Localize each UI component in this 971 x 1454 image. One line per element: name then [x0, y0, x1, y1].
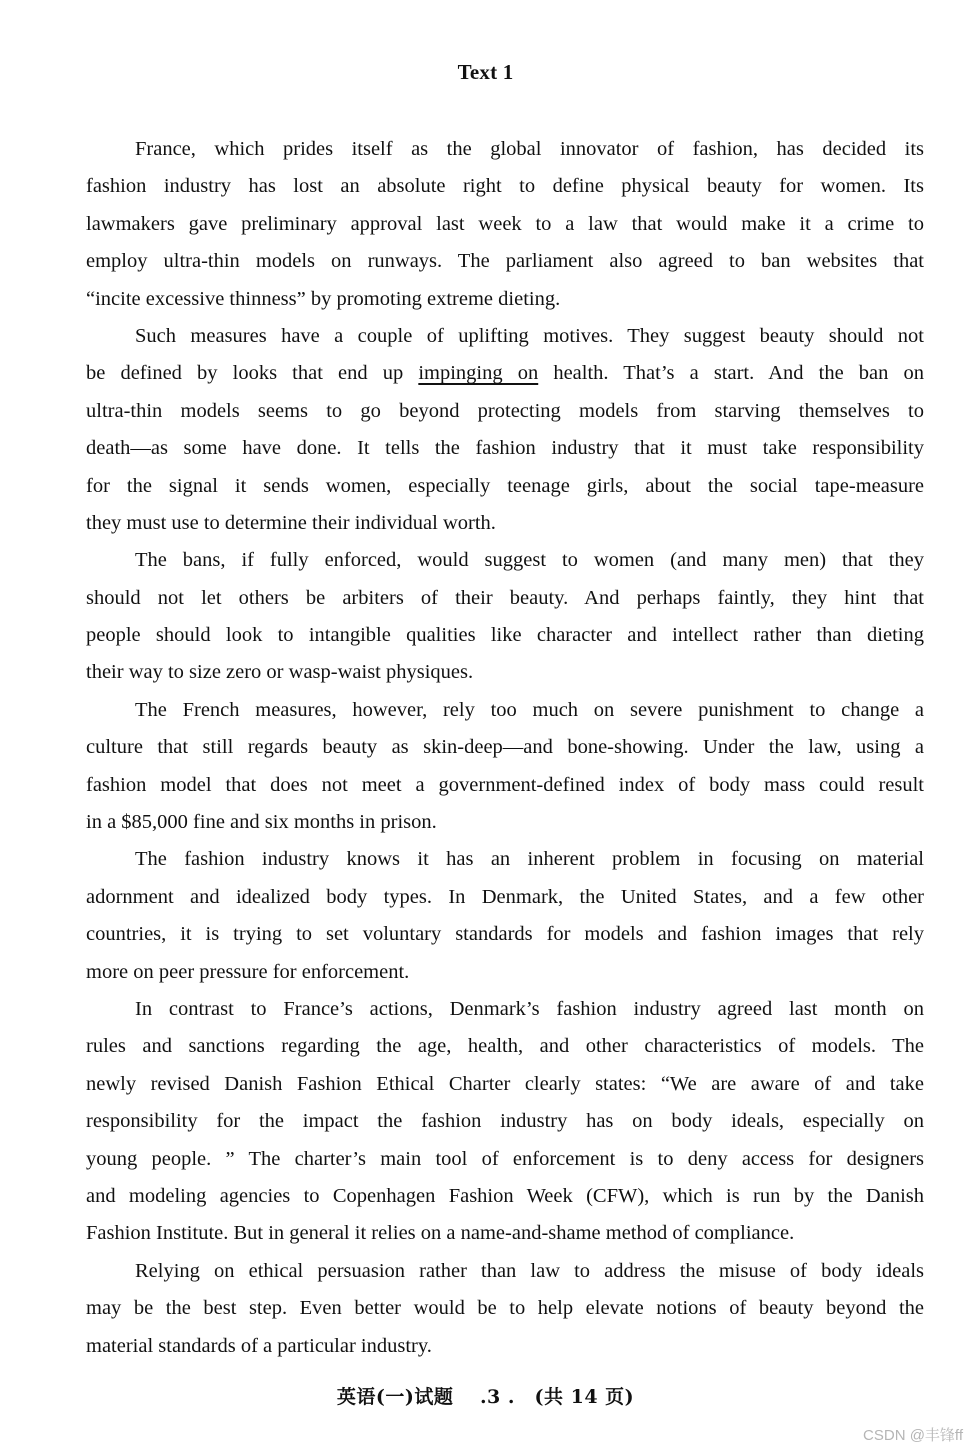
paragraph — [86, 991, 924, 1253]
text-line — [86, 430, 924, 467]
line-text: employ ultra-thin models on runways. The parliament also agreed to ban websites that — [86, 250, 924, 273]
text-line — [86, 355, 924, 392]
text-line — [86, 1066, 924, 1103]
text-line — [86, 131, 924, 168]
line-text: The bans, if fully enforced, would suggest to women (and many men) that they — [135, 549, 924, 572]
text-line — [86, 1253, 924, 1290]
text-line — [86, 841, 924, 878]
line-text: culture that still regards beauty as skin-deep—and bone-showing. Under the law, using a — [86, 736, 924, 759]
line-text: responsibility for the impact the fashion industry has on body ideals, especially on — [86, 1110, 924, 1133]
text-line — [86, 1178, 924, 1215]
line-text: may be the best step. Even better would be to help elevate notions of beauty beyond the — [86, 1297, 924, 1320]
paragraph — [86, 131, 924, 318]
text-line — [86, 580, 924, 617]
line-text: they must use to determine their individual worth. — [86, 511, 496, 534]
line-text: should not let others be arbiters of their beauty. And perhaps faintly, they hint that — [86, 586, 924, 609]
text-line — [86, 1028, 924, 1065]
line-text: The fashion industry knows it has an inherent problem in focusing on material — [135, 848, 924, 871]
line-text: ultra-thin models seems to go beyond protecting models from starving themselves to — [86, 399, 924, 422]
text-line — [86, 281, 924, 318]
text-line — [86, 692, 924, 729]
text-segment: health. That’s a start. And the ban on — [538, 362, 924, 385]
paragraph — [86, 692, 924, 842]
text-segment: be defined by looks that end up — [86, 362, 419, 385]
line-text: Such measures have a couple of uplifting motives. They suggest beauty should not — [135, 324, 924, 347]
text-line — [86, 954, 924, 991]
line-text: lawmakers gave preliminary approval last week to a law that would make it a crime to — [86, 212, 924, 235]
line-text: “incite excessive thinness” by promoting extreme dieting. — [86, 287, 561, 310]
underlined-phrase: impinging on — [418, 362, 539, 385]
text-line — [86, 617, 924, 654]
article-body — [86, 131, 924, 1365]
paragraph — [86, 318, 924, 542]
line-text: Relying on ethical persuasion rather than law to address the misuse of body ideals — [135, 1259, 924, 1282]
line-text — [86, 355, 924, 392]
line-text: material standards of a particular industry. — [86, 1334, 432, 1357]
text-line — [86, 468, 924, 505]
text-line — [86, 542, 924, 579]
text-line — [86, 168, 924, 205]
line-text: death—as some have done. It tells the fashion industry that it must take responsibility — [86, 437, 924, 460]
text-line — [86, 318, 924, 355]
text-line — [86, 804, 924, 841]
line-text: for the signal it sends women, especially teenage girls, about the social tape-measure — [86, 474, 924, 497]
paragraph — [86, 841, 924, 991]
text-line — [86, 654, 924, 691]
text-line — [86, 767, 924, 804]
page-footer: 英语(一)试题 .3 . (共 14 页) — [336, 1386, 635, 1408]
text-line — [86, 393, 924, 430]
line-text: newly revised Danish Fashion Ethical Charter clearly states: “We are aware of and take — [86, 1072, 924, 1095]
line-text: The French measures, however, rely too much on severe punishment to change a — [135, 698, 924, 721]
line-text: countries, it is trying to set voluntary standards for models and fashion images that rely — [86, 923, 924, 946]
paragraph — [86, 1253, 924, 1365]
text-line — [86, 1141, 924, 1178]
line-text: young people. ” The charter’s main tool of enforcement is to deny access for designers — [86, 1147, 924, 1170]
watermark: CSDN @丰锋ff — [863, 1427, 963, 1444]
text-line — [86, 243, 924, 280]
line-text: rules and sanctions regarding the age, health, and other characteristics of models. The — [86, 1035, 924, 1058]
text-line — [86, 1103, 924, 1140]
line-text: fashion model that does not meet a government-defined index of body mass could result — [86, 773, 924, 796]
line-text: more on peer pressure for enforcement. — [86, 960, 410, 983]
text-line — [86, 206, 924, 243]
text-line — [86, 991, 924, 1028]
line-text: and modeling agencies to Copenhagen Fashion Week (CFW), which is run by the Danish — [86, 1184, 924, 1207]
page-title: Text 1 — [457, 60, 514, 84]
line-text: their way to size zero or wasp-waist physiques. — [86, 661, 474, 684]
line-text: adornment and idealized body types. In Denmark, the United States, and a few other — [86, 885, 924, 908]
line-text: people should look to intangible qualities like character and intellect rather than dieting — [86, 624, 924, 647]
line-text: France, which prides itself as the global innovator of fashion, has decided its — [135, 138, 924, 160]
text-line — [86, 505, 924, 542]
text-line — [86, 879, 924, 916]
text-line — [86, 916, 924, 953]
paragraph — [86, 542, 924, 692]
line-text: In contrast to France’s actions, Denmark’s fashion industry agreed last month on — [135, 997, 924, 1020]
text-line — [86, 1328, 924, 1365]
line-text: in a $85,000 fine and six months in prison. — [86, 811, 437, 834]
line-text: fashion industry has lost an absolute right to define physical beauty for women. Its — [86, 175, 924, 198]
text-line — [86, 1215, 924, 1252]
text-line — [86, 1290, 924, 1327]
text-line — [86, 729, 924, 766]
line-text: Fashion Institute. But in general it relies on a name-and-shame method of compliance. — [86, 1222, 795, 1245]
